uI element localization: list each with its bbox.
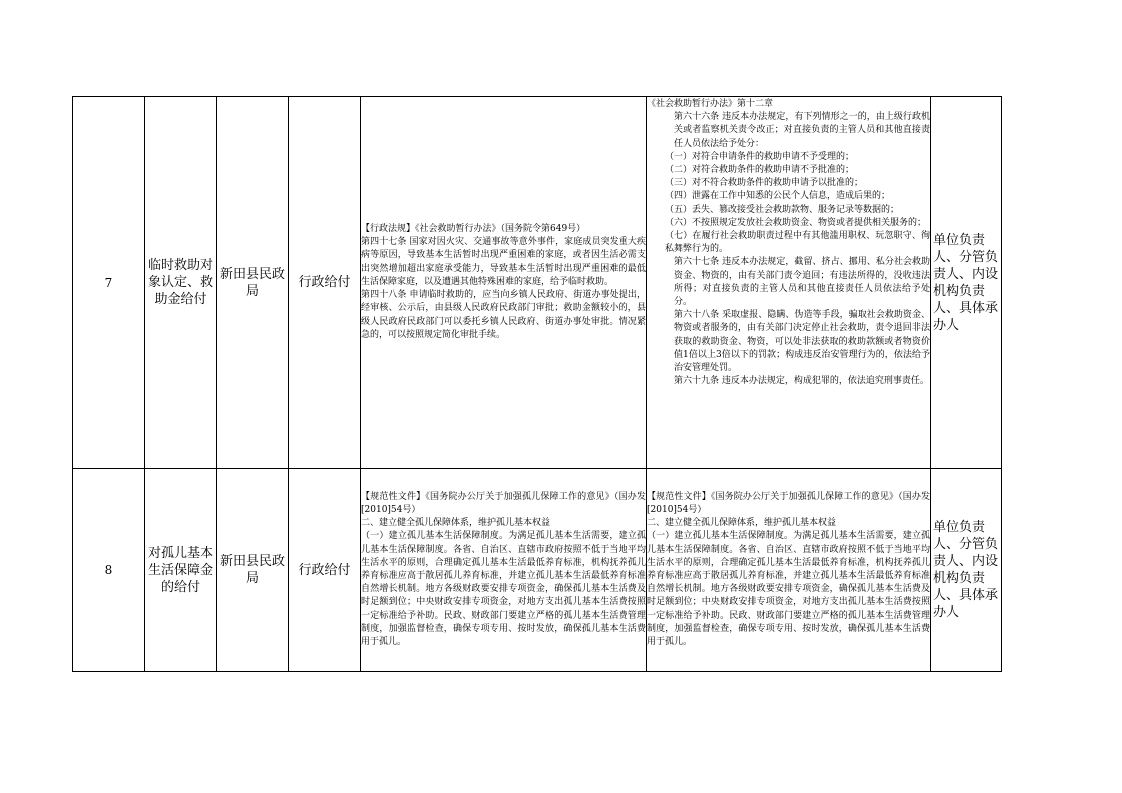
liability-line: （四）泄露在工作中知悉的公民个人信息，造成后果的； — [665, 191, 891, 202]
row-number: 8 — [73, 469, 145, 672]
liability-line: 第六十八条 采取虚报、隐瞒、伪造等手段，骗取社会救助资金、物资或者服务的，由有关部门决定停止社会救助，责令退回非法获取的救助资金、物资，可以处非法获取的救助款额或者物资价值1倍以上3倍以下的罚款；构成违反治安管理行为的，依法给予治安管理处罚。 — [674, 310, 930, 374]
item-name: 临时救助对象认定、救助金给付 — [145, 97, 217, 469]
liability-line: （一）建立孤儿基本生活保障制度。为满足孤儿基本生活需要，建立孤儿基本生活保障制度。各省、自治区、直辖市政府按照不低于当地平均生活水平的原则，合理确定孤儿基本生活最低养育标准，机构抚养孤儿养育标准应高于散居孤儿养育标准，并建立孤儿基本生活最低养育标准自然增长机制。地方各级财政要安排专项资金，确保孤儿基本生活费及时足额到位；中央财政安排专项资金，对地方支出孤儿基本生活费按照一定标准给予补助。民政、财政部门要建立严格的孤儿基本生活费管理制度，加强监督检查，确保专项专用、按时发放，确保孤儿基本生活费用于孤儿。 — [647, 531, 930, 648]
liability-line: （五）丢失、篡改接受社会救助款物、服务记录等数据的； — [665, 204, 900, 215]
table-row — [73, 97, 1002, 469]
liability-basis-cell — [647, 469, 931, 672]
legal-basis-line: 二、建立健全孤儿保障体系，维护孤儿基本权益 — [361, 518, 551, 529]
power-category: 行政给付 — [289, 97, 361, 469]
liability-line: 第六十七条 违反本办法规定，截留、挤占、挪用、私分社会救助资金、物资的，由有关部门责令追回；有违法所得的，没收违法所得；对直接负责的主管人员和其他直接责任人员依法给予处分。 — [674, 257, 930, 308]
liability-line: 《社会救助暂行办法》第十二章 — [647, 99, 774, 109]
liability-line: 第六十九条 违反本办法规定，构成犯罪的，依法追究刑事责任。 — [674, 376, 929, 387]
power-list-table — [72, 96, 1002, 672]
table-row — [73, 469, 1002, 672]
liability-line: （一）对符合申请条件的救助申请不予受理的； — [665, 151, 855, 162]
legal-basis-line: 第四十七条 国家对因火灾、交通事故等意外事件，家庭成员突发重大疾病等原因，导致基本生活暂时出现严重困难的家庭，或者因生活必需支出突然增加超出家庭承受能力，导致基本生活暂时出现严重困难的最低生活保障家庭，以及遭遇其他特殊困难的家庭，给予临时救助。 — [361, 237, 646, 287]
liability-line: （三）对不符合救助条件的救助申请予以批准的； — [665, 178, 864, 189]
legal-basis-line: （一）建立孤儿基本生活保障制度。为满足孤儿基本生活需要，建立孤儿基本生活保障制度。各省、自治区、直辖市政府按照不低于当地平均生活水平的原则，合理确定孤儿基本生活最低养育标准，机构抚养孤儿养育标准应高于散居孤儿养育标准，并建立孤儿基本生活最低养育标准自然增长机制。地方各级财政要安排专项资金，确保孤儿基本生活费及时足额到位；中央财政安排专项资金，对地方支出孤儿基本生活费按照一定标准给予补助。民政、财政部门要建立严格的孤儿基本生活费管理制度，加强监督检查，确保专项专用、按时发放，确保孤儿基本生活费用于孤儿。 — [361, 531, 646, 648]
liability-basis-cell — [647, 97, 931, 469]
legal-basis-line: 【行政法规】《社会救助暂行办法》（国务院令第649号） — [361, 224, 586, 235]
legal-basis-cell — [361, 469, 647, 672]
legal-basis-line: 第四十八条 申请临时救助的，应当向乡镇人民政府、街道办事处提出，经审核、公示后，由县级人民政府民政部门审批；救助金额较小的，县级人民政府民政部门可以委托乡镇人民政府、街道办事处审批。情况紧急的，可以按照规定简化审批手续。 — [361, 290, 646, 340]
implementing-agency: 新田县民政局 — [217, 469, 289, 672]
legal-basis-cell — [361, 97, 647, 469]
liability-line: （二）对符合救助条件的救助申请不予批准的； — [665, 165, 855, 176]
power-category: 行政给付 — [289, 469, 361, 672]
liability-line: 第六十六条 违反本办法规定，有下列情形之一的，由上级行政机关或者监察机关责令改正；对直接负责的主管人员和其他直接责任人员依法给予处分： — [674, 112, 930, 149]
row-number: 7 — [73, 97, 145, 469]
liability-line: 二、建立健全孤儿保障体系，维护孤儿基本权益 — [647, 518, 837, 529]
responsible-persons: 单位负责人、分管负责人、内设机构负责人、具体承办人 — [931, 469, 1002, 672]
responsible-persons: 单位负责人、分管负责人、内设机构负责人、具体承办人 — [931, 97, 1002, 469]
liability-line: （六）不按照规定发放社会救助资金、物资或者提供相关服务的； — [665, 217, 927, 228]
liability-line: 【规范性文件】《国务院办公厅关于加强孤儿保障工作的意见》（国办发[2010]54号） — [647, 491, 930, 515]
liability-line: （七）在履行社会救助职责过程中有其他滥用职权、玩忽职守、徇私舞弊行为的。 — [665, 231, 930, 255]
legal-basis-line: 【规范性文件】《国务院办公厅关于加强孤儿保障工作的意见》（国办发[2010]54号） — [361, 491, 646, 515]
implementing-agency: 新田县民政局 — [217, 97, 289, 469]
item-name: 对孤儿基本生活保障金的给付 — [145, 469, 217, 672]
